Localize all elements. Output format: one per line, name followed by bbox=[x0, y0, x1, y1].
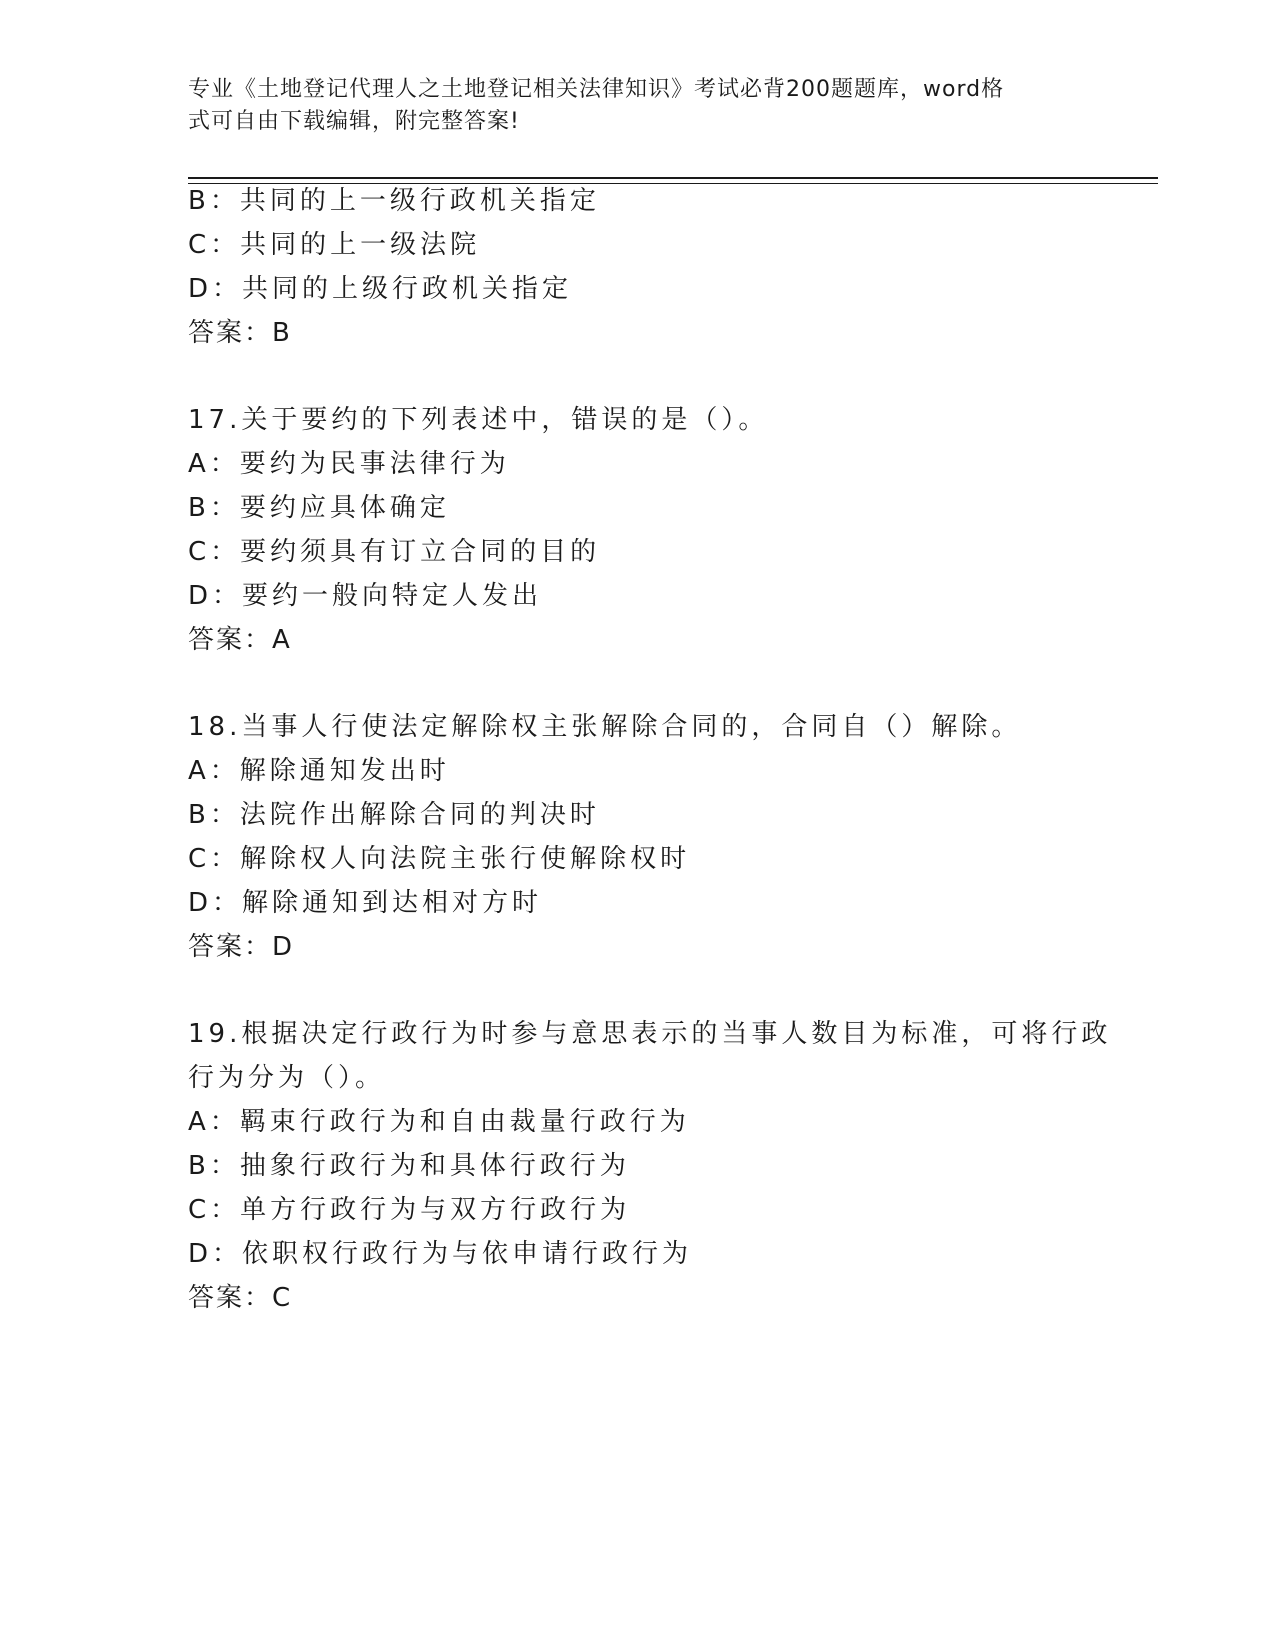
question-stem: 17.关于要约的下列表述中，错误的是（）。 bbox=[188, 405, 769, 435]
option-c: C：要约须具有订立合同的目的 bbox=[188, 537, 601, 567]
option-c: C：单方行政行为与双方行政行为 bbox=[188, 1195, 631, 1225]
option-d: D：解除通知到达相对方时 bbox=[188, 888, 543, 918]
option-d: D：依职权行政行为与依申请行政行为 bbox=[188, 1239, 693, 1269]
document-header bbox=[188, 74, 1078, 138]
answer: 答案：D bbox=[188, 932, 295, 962]
question-stem: 19.根据决定行政行为时参与意思表示的当事人数目为标准，可将行政 bbox=[188, 1019, 1112, 1049]
option-b: B：共同的上一级行政机关指定 bbox=[188, 186, 600, 216]
option-c: C：共同的上一级法院 bbox=[188, 230, 481, 260]
header-line-1: 专业《土地登记代理人之土地登记相关法律知识》考试必背200题题库，word格 bbox=[188, 77, 1005, 102]
option-a: A：要约为民事法律行为 bbox=[188, 449, 510, 479]
header-divider-thick bbox=[188, 177, 1158, 179]
option-a: A：羁束行政行为和自由裁量行政行为 bbox=[188, 1107, 690, 1137]
option-b: B：要约应具体确定 bbox=[188, 493, 450, 523]
answer: 答案：A bbox=[188, 625, 292, 655]
option-a: A：解除通知发出时 bbox=[188, 756, 450, 786]
option-d: D：要约一般向特定人发出 bbox=[188, 581, 543, 611]
question-stem: 18.当事人行使法定解除权主张解除合同的，合同自（）解除。 bbox=[188, 712, 1022, 742]
header-line-2: 式可自由下载编辑，附完整答案! bbox=[188, 109, 520, 134]
option-d: D：共同的上级行政机关指定 bbox=[188, 274, 573, 304]
option-c: C：解除权人向法院主张行使解除权时 bbox=[188, 844, 691, 874]
option-b: B：法院作出解除合同的判决时 bbox=[188, 800, 600, 830]
question-stem-continued: 行为分为（）。 bbox=[188, 1063, 386, 1093]
option-b: B：抽象行政行为和具体行政行为 bbox=[188, 1151, 630, 1181]
answer: 答案：B bbox=[188, 318, 292, 348]
answer: 答案：C bbox=[188, 1283, 293, 1313]
